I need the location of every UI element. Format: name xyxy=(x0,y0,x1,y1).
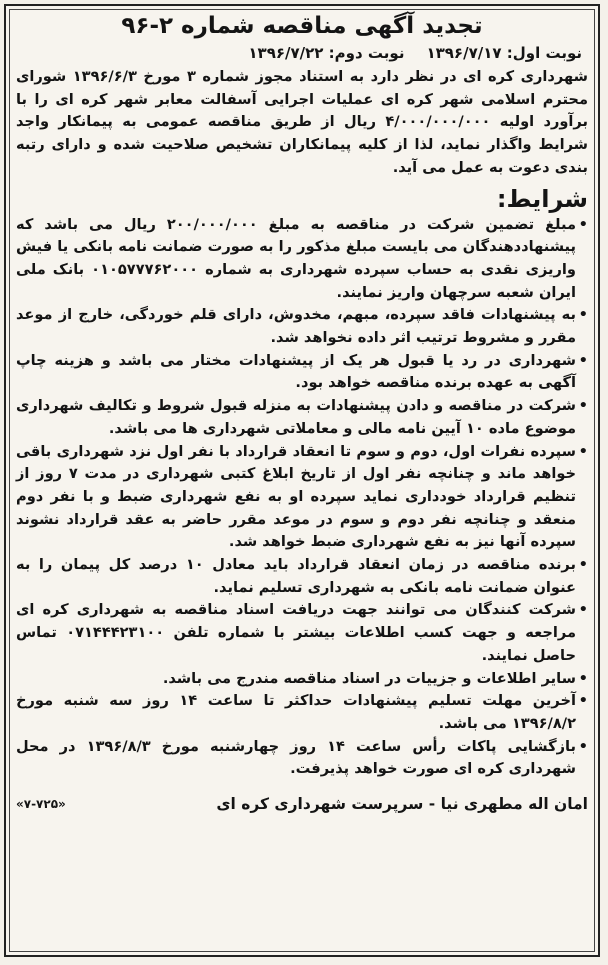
condition-item: • شهرداری در رد یا قبول هر یک از پیشنهادات مختار می باشد و هزینه چاپ آگهی به عهده برنده مناقصه خواهد بود. xyxy=(16,350,588,395)
condition-item: • به پیشنهادات فاقد سپرده، مبهم، مخدوش، دارای قلم خوردگی، خارج از موعد مقرر و مشروط ترتیب اثر داده نخواهد شد. xyxy=(16,304,588,349)
signature: امان اله مطهری نیا - سرپرست شهرداری کره ای xyxy=(216,795,588,814)
condition-item: • آخرین مهلت تسلیم پیشنهادات حداکثر تا ساعت ۱۴ روز سه شنبه مورخ ۱۳۹۶/۸/۲ می باشد. xyxy=(16,690,588,735)
condition-item: • سایر اطلاعات و جزییات در اسناد مناقصه مندرج می باشد. xyxy=(16,668,588,691)
condition-item: • شرکت کنندگان می توانند جهت دریافت اسناد مناقصه به شهرداری کره ای مراجعه و جهت کسب اطلاعات بیشتر با شماره تلفن ۰۷۱۴۴۴۲۳۱۰۰ تماس حاصل نمایند. xyxy=(16,599,588,667)
condition-item: • مبلغ تضمین شرکت در مناقصه به مبلغ ۲۰۰/۰۰۰/۰۰۰ ریال می باشد که پیشنهاددهندگان می بایست مبلغ مذکور را به صورت ضمانت نامه بانکی یا فیش واریزی نقدی به حساب سپرده شهرداری به شماره ۰۱۰۵۷۷۷۶۲۰۰۰ بانک ملی ایران شعبه سرچهان واریز نمایند. xyxy=(16,214,588,305)
first-publication-date: نوبت اول: ۱۳۹۶/۷/۱۷ xyxy=(426,44,582,62)
notice-title: تجدید آگهی مناقصه شماره ۲-۹۶ xyxy=(121,13,483,39)
notice-body xyxy=(16,10,588,951)
condition-item: • بازگشایی پاکات رأس ساعت ۱۴ روز چهارشنبه مورخ ۱۳۹۶/۸/۳ در محل شهرداری کره ای صورت خواهد پذیرفت. xyxy=(16,736,588,781)
notice-code: «۷-۷۲۵» xyxy=(16,797,66,812)
second-publication-date: نوبت دوم: ۱۳۹۶/۷/۲۲ xyxy=(248,44,405,62)
condition-item: • سپرده نفرات اول، دوم و سوم تا انعقاد قرارداد با نفر اول نزد شهرداری باقی خواهد ماند و چنانچه نفر اول از تاریخ ابلاغ کتبی شهرداری در مدت ۷ روز از تنظیم قرارداد خودداری نماید سپرده او به نفع شهرداری ضبط و با نفر دوم منعقد و چنانچه نفر دوم و سوم در موعد مقرر حاضر به عقد قرارداد نشوند سپرده آنها نیز به نفع شهرداری ضبط خواهد شد. xyxy=(16,441,588,555)
condition-item: • شرکت در مناقصه و دادن پیشنهادات به منزله قبول شروط و تکالیف شهرداری موضوع ماده ۱۰ آیین نامه مالی و معاملاتی شهرداری ها می باشد. xyxy=(16,395,588,440)
intro-paragraph: شهرداری کره ای در نظر دارد به استناد مجوز شماره ۳ مورخ ۱۳۹۶/۶/۳ شورای محترم اسلامی شهر کره ای عملیات اجرایی آسفالت معابر شهر کره ای را با برآورد اولیه ۴/۰۰۰/۰۰۰/۰۰۰ ریال از طریق مناقصه عمومی به پیمانکار واجد شرایط واگذار نماید، لذا از کلیه پیمانکاران تشخیص صلاحیت شده و دارای رتبه بندی دعوت به عمل می آید. xyxy=(16,68,588,176)
publication-dates xyxy=(16,42,582,64)
notice-footer xyxy=(16,795,588,813)
condition-item: • برنده مناقصه در زمان انعقاد قرارداد باید معادل ۱۰ درصد کل پیمان را به عنوان ضمانت نامه بانکی به شهرداری تسلیم نماید. xyxy=(16,554,588,599)
conditions-list xyxy=(16,214,588,782)
conditions-heading: شرایط: xyxy=(496,184,588,213)
notice-frame xyxy=(4,4,600,957)
